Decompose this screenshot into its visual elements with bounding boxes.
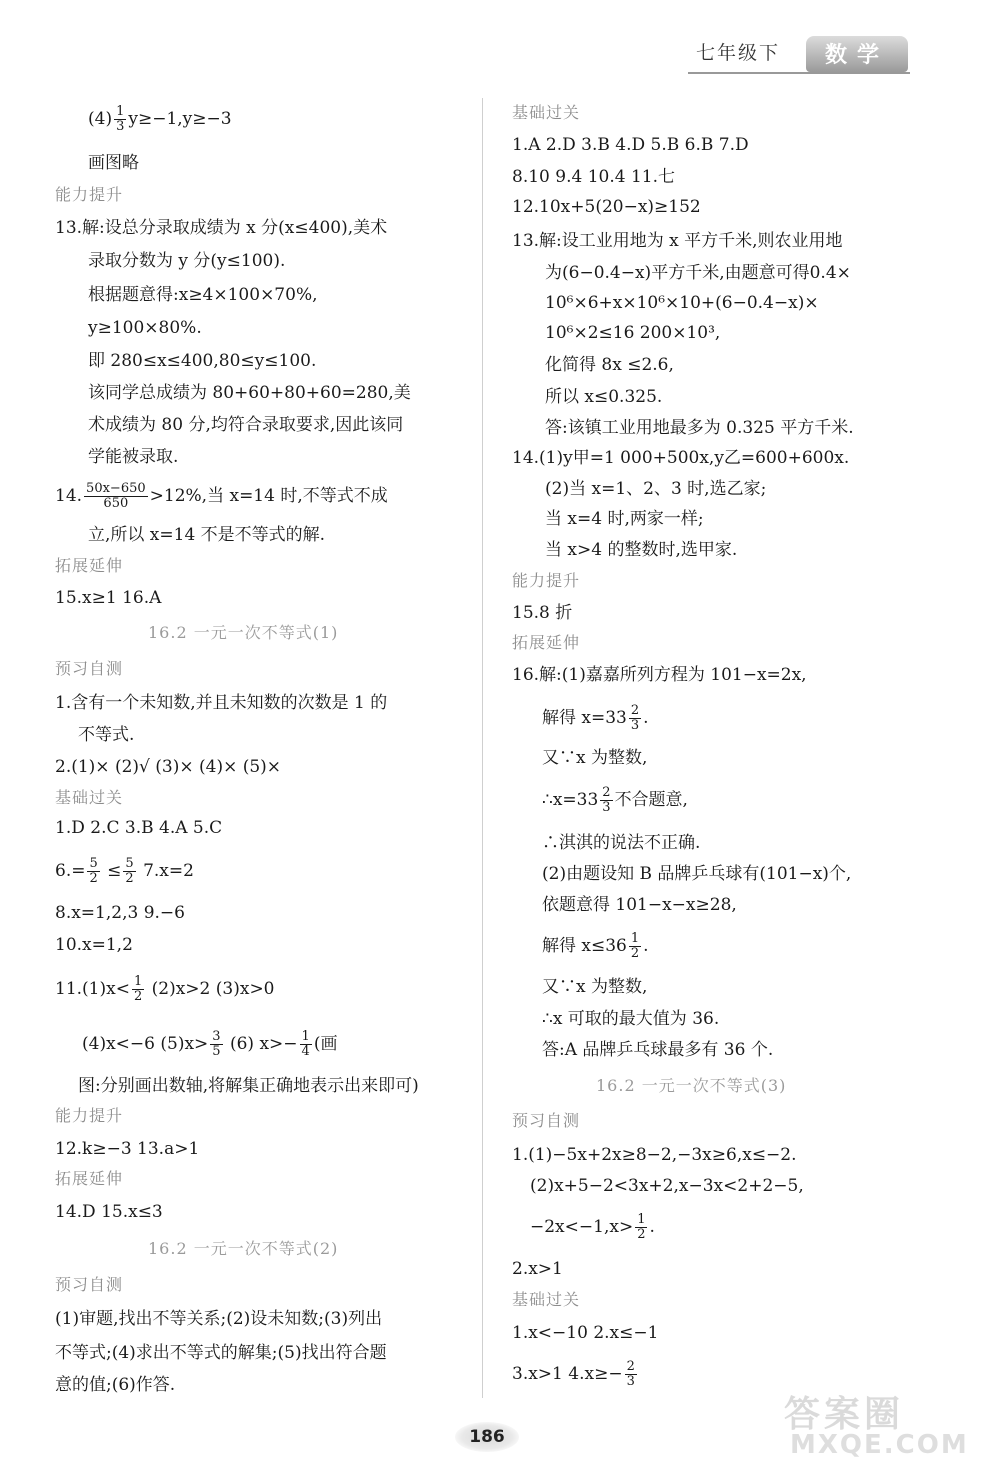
answer-line: 术成绩为 80 分,均符合录取要求,因此该同: [88, 415, 404, 435]
lesson-title: 16.2 一元一次不等式(1): [148, 623, 339, 642]
header-grade: 七年级下: [696, 42, 781, 64]
answer-line: 为(6−0.4−x)平方千米,由题意可得0.4×: [545, 263, 851, 283]
fraction: $\frac{1}{2}$: [630, 931, 640, 961]
lesson-title: 16.2 一元一次不等式(3): [596, 1076, 787, 1095]
answer-line: 1.(1)−5x+2x≥8−2,−3x≥6,x≤−2.: [512, 1145, 797, 1165]
fraction: $\frac{3}{5}$: [212, 1029, 221, 1059]
answer-line: 1.D 2.C 3.B 4.A 5.C: [55, 818, 223, 838]
answer-line: 15.8 折: [512, 603, 573, 623]
answer-line: 不等式;(4)求出不等式的解集;(5)找出符合题: [55, 1343, 387, 1363]
section-label: 拓展延伸: [55, 556, 124, 575]
answer-line: 又∵x 为整数,: [542, 977, 648, 997]
answer-line: 15.x≥1 16.A: [55, 588, 162, 608]
answer-line: 2.(1)× (2)√ (3)× (4)× (5)×: [55, 757, 282, 777]
answer-line: 10⁶×2≤16 200×10³,: [545, 323, 721, 343]
header-subject: 数学: [824, 43, 889, 68]
answer-line: 即 280≤x≤400,80≤y≤100.: [88, 351, 317, 371]
answer-line: ∴x=33 $\frac{2}{3}$ 不合题意,: [542, 785, 688, 815]
answer-line: 图:分别画出数轴,将解集正确地表示出来即可): [78, 1076, 419, 1096]
watermark-url: MXQE.COM: [790, 1430, 969, 1460]
answer-line: 13.解:设工业用地为 x 平方千米,则农业用地: [512, 231, 843, 251]
fraction: $\frac{5}{2}$: [89, 856, 98, 886]
fraction: $\frac{50x-650}{650}$: [86, 481, 146, 511]
answer-line: ∴淇淇的说法不正确.: [542, 833, 701, 853]
section-label: 拓展延伸: [512, 633, 581, 652]
answer-line: 答:该镇工业用地最多为 0.325 平方千米.: [545, 418, 854, 438]
answer-line: 当 x>4 的整数时,选甲家.: [545, 540, 738, 560]
page-number: 186: [455, 1422, 519, 1452]
section-label: 预习自测: [55, 659, 124, 678]
answer-line: 16.解:(1)嘉嘉所列方程为 101−x=2x,: [512, 665, 807, 685]
answer-line: 2.x>1: [512, 1259, 563, 1279]
answer-line: 3.x>1 4.x≥− $\frac{2}{3}$: [512, 1359, 635, 1389]
answer-line: (4)x<−6 (5)x> $\frac{3}{5}$ (6) x>− $\frac{1}{4}$ (画: [82, 1029, 338, 1059]
fraction: $\frac{1}{4}$: [301, 1029, 310, 1059]
answer-line: 画图略: [88, 153, 139, 173]
watermark: [778, 1386, 978, 1466]
fraction: $\frac{2}{3}$: [626, 1359, 635, 1389]
answer-line: 12.10x+5(20−x)≥152: [512, 197, 701, 217]
watermark-logo-text: 答案圈: [784, 1394, 905, 1435]
answer-line: 8.10 9.4 10.4 11.七: [512, 167, 675, 187]
fraction: $\frac{5}{2}$: [125, 856, 134, 886]
lesson-title: 16.2 一元一次不等式(2): [148, 1239, 339, 1258]
fraction: $\frac{2}{3}$: [630, 703, 640, 733]
answer-line: −2x<−1,x> $\frac{1}{2}$ .: [530, 1212, 655, 1242]
answer-line: 10.x=1,2: [55, 935, 133, 955]
fraction: $\frac{1}{2}$: [133, 974, 143, 1004]
answer-line: 8.x=1,2,3 9.−6: [55, 903, 185, 923]
section-label: 能力提升: [55, 1106, 124, 1125]
answer-line: 所以 x≤0.325.: [545, 387, 663, 407]
section-label: 拓展延伸: [55, 1169, 124, 1188]
answer-line: 录取分数为 y 分(y≤100).: [88, 251, 286, 271]
section-label: 预习自测: [55, 1275, 124, 1294]
answer-line: 1.x<−10 2.x≤−1: [512, 1323, 659, 1343]
answer-line: 不等式.: [78, 725, 135, 745]
answer-line: 11.(1)x< $\frac{1}{2}$ (2)x>2 (3)x>0: [55, 974, 275, 1004]
answer-line: 依题意得 101−x−x≥28,: [542, 895, 737, 915]
section-label: 能力提升: [55, 185, 124, 204]
answer-line: 立,所以 x=14 不是不等式的解.: [88, 525, 326, 545]
section-label: 基础过关: [55, 788, 124, 807]
answer-line: 14. $\frac{50x-650}{650}$ >12%,当 x=14 时,不等式不成: [55, 481, 388, 511]
answer-line: 13.解:设总分录取成绩为 x 分(x≤400),美术: [55, 218, 388, 238]
answer-line: 当 x=4 时,两家一样;: [545, 509, 704, 529]
answer-line: 1.含有一个未知数,并且未知数的次数是 1 的: [55, 693, 388, 713]
section-label: 预习自测: [512, 1111, 581, 1130]
section-label: 基础过关: [512, 1290, 581, 1309]
answer-line: (1)审题,找出不等关系;(2)设未知数;(3)列出: [55, 1309, 383, 1329]
section-label: 能力提升: [512, 571, 581, 590]
answer-line: 根据题意得:x≥4×100×70%,: [88, 285, 318, 305]
fraction: $\frac{1}{3}$: [116, 104, 125, 134]
answer-line: 14.D 15.x≤3: [55, 1202, 163, 1222]
answer-line: 答:A 品牌乒乓球最多有 36 个.: [542, 1040, 774, 1060]
fraction: $\frac{2}{3}$: [602, 785, 611, 815]
answer-line: (4) $\frac{1}{3}$ y≥−1,y≥−3: [88, 104, 232, 134]
answer-line: y≥100×80%.: [88, 318, 202, 338]
answer-line: 6.= $\frac{5}{2}$ ≤ $\frac{5}{2}$ 7.x=2: [55, 856, 194, 886]
answer-line: (2)x+5−2<3x+2,x−3x<2+2−5,: [530, 1176, 804, 1196]
answer-line: 10⁶×6+x×10⁶×10+(6−0.4−x)×: [545, 293, 819, 313]
answer-line: 意的值;(6)作答.: [55, 1375, 176, 1395]
column-divider: [482, 98, 483, 1398]
answer-line: (2)由题设知 B 品牌乒乓球有(101−x)个,: [542, 864, 852, 884]
answer-line: 12.k≥−3 13.a>1: [55, 1139, 200, 1159]
fraction: $\frac{1}{2}$: [637, 1212, 646, 1242]
answer-line: 14.(1)y甲=1 000+500x,y乙=600+600x.: [512, 448, 850, 468]
section-label: 基础过关: [512, 103, 581, 122]
answer-line: 学能被录取.: [88, 447, 179, 467]
answer-line: 解得 x≤36 $\frac{1}{2}$ .: [542, 931, 649, 961]
answer-line: 化简得 8x ≤2.6,: [545, 355, 674, 375]
answer-line: 1.A 2.D 3.B 4.D 5.B 6.B 7.D: [512, 135, 749, 155]
answer-line: 又∵x 为整数,: [542, 748, 648, 768]
answer-line: ∴x 可取的最大值为 36.: [542, 1009, 720, 1029]
answer-line: 解得 x=33 $\frac{2}{3}$ .: [542, 703, 649, 733]
answer-line: (2)当 x=1、2、3 时,选乙家;: [545, 479, 767, 499]
header-rule: [688, 72, 910, 74]
answer-line: 该同学总成绩为 80+60+80+60=280,美: [88, 383, 411, 403]
